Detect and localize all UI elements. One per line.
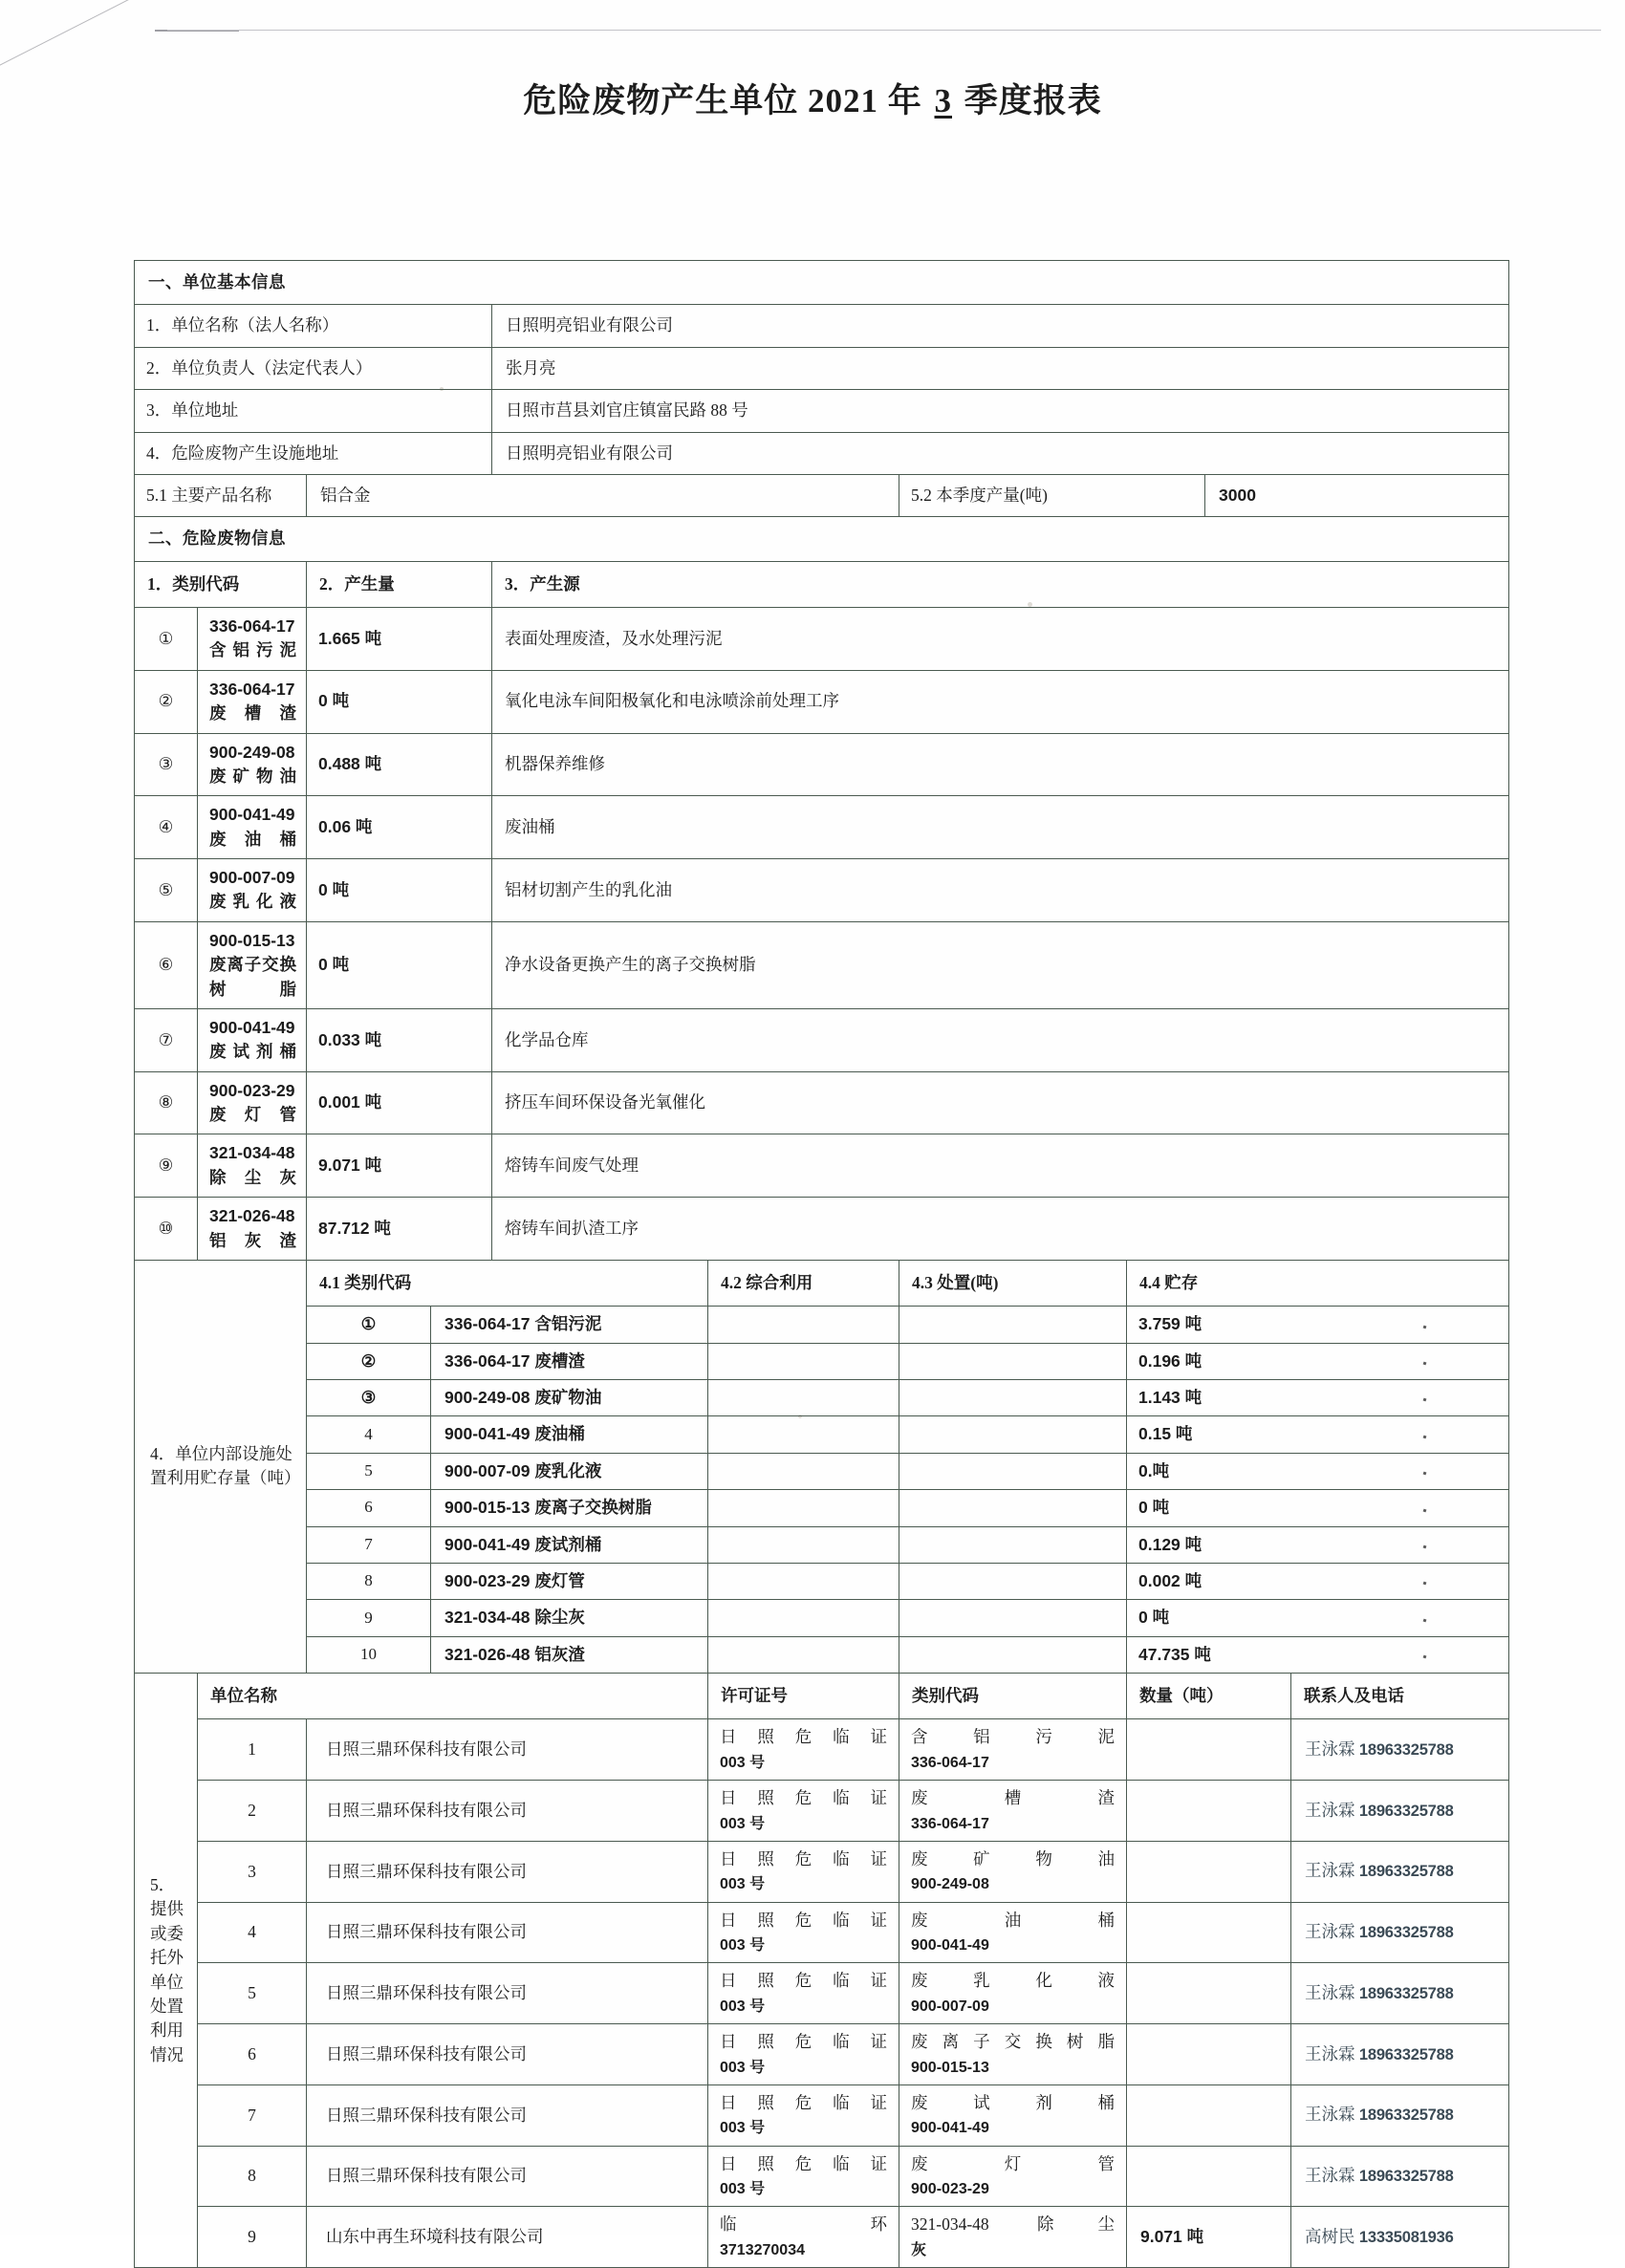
report-table <box>134 260 1509 2268</box>
section5-row-contact <box>1291 1963 1509 2024</box>
section4-row-name: 321-034-48 除尘灰 <box>431 1600 708 1636</box>
waste-row-index: ① <box>135 608 198 671</box>
section5-row-company: 日照三鼎环保科技有限公司 <box>307 1719 708 1781</box>
category-line-1: 废灯管 <box>911 2153 1115 2173</box>
section5-row-license <box>708 2146 899 2207</box>
license-line-1: 日照危临证 <box>720 1910 887 1930</box>
section5-row <box>135 1781 1509 1842</box>
section4-row-name: 900-007-09 废乳化液 <box>431 1453 708 1489</box>
section4-store-value: 0.129 吨 <box>1138 1534 1202 1554</box>
license-line-1: 日照危临证 <box>720 1788 887 1808</box>
info-row <box>135 305 1509 347</box>
section4-row-name: 321-026-48 铝灰渣 <box>431 1636 708 1673</box>
license-line-1: 日照危临证 <box>720 1727 887 1747</box>
waste-row-amount: 0.488 吨 <box>307 733 492 796</box>
contact-phone: 13335081936 <box>1358 2228 1454 2246</box>
section4-row-index: 9 <box>307 1600 431 1636</box>
waste-row <box>135 921 1509 1008</box>
col-header-s4-dispose: 4.3 处置(吨) <box>899 1260 1127 1306</box>
col-header-s5-company: 单位名称 <box>198 1674 708 1719</box>
section5-row-company: 日照三鼎环保科技有限公司 <box>307 2084 708 2146</box>
waste-row-code: 321-026-48 铝灰渣 <box>198 1198 307 1261</box>
section4-row-recycle <box>708 1563 899 1599</box>
section4-row-dispose <box>899 1453 1127 1489</box>
col-header-amount: 2．产生量 <box>307 561 492 607</box>
waste-row-code: 900-023-29 废灯管 <box>198 1071 307 1134</box>
waste-row-amount: 0 吨 <box>307 921 492 1008</box>
category-line-2: 灰 <box>911 2241 927 2258</box>
waste-row-source: 表面处理废渣，及水处理污泥 <box>492 608 1509 671</box>
category-line-1: 废油桶 <box>911 1910 1115 1930</box>
section4-row-store <box>1127 1563 1509 1599</box>
contact-name: 王泳霖 <box>1305 1739 1355 1759</box>
section5-row-index: 8 <box>198 2146 307 2207</box>
waste-row-code: 900-249-08 废矿物油 <box>198 733 307 796</box>
section4-row-dispose <box>899 1416 1127 1453</box>
handwritten-tick-mark <box>1423 1618 1427 1622</box>
col-header-code: 1．类别代码 <box>135 561 307 607</box>
section5-row-category <box>899 1963 1127 2024</box>
section5-row <box>135 2207 1509 2268</box>
section5-row-contact <box>1291 1902 1509 1963</box>
waste-row-amount: 1.665 吨 <box>307 608 492 671</box>
section5-row-contact <box>1291 1781 1509 1842</box>
col-header-s4-code: 4.1 类别代码 <box>307 1260 708 1306</box>
col-header-source: 3．产生源 <box>492 561 1509 607</box>
col-header-s5-license: 许可证号 <box>708 1674 899 1719</box>
section1-heading-row <box>135 261 1509 305</box>
title-part-2: 季度报表 <box>964 82 1102 119</box>
waste-row-amount: 0.06 吨 <box>307 796 492 859</box>
product-name-value: 铝合金 <box>307 474 899 516</box>
waste-row-code: 900-007-09 废乳化液 <box>198 859 307 922</box>
section5-row-qty <box>1127 2084 1291 2146</box>
category-line-1: 含铝污泥 <box>911 1727 1115 1747</box>
waste-row-amount: 0 吨 <box>307 670 492 733</box>
col-header-s4-recycle: 4.2 综合利用 <box>708 1260 899 1306</box>
section5-row <box>135 2146 1509 2207</box>
category-line-1: 废乳化液 <box>911 1971 1115 1991</box>
handwritten-tick-mark <box>1423 1325 1427 1328</box>
license-line-1: 日照危临证 <box>720 2032 887 2052</box>
license-line-2: 003 号 <box>720 2181 766 2197</box>
section5-row-qty <box>1127 2024 1291 2085</box>
waste-row-source: 化学品仓库 <box>492 1008 1509 1071</box>
contact-name: 王泳霖 <box>1305 2043 1355 2063</box>
section5-row-license <box>708 1963 899 2024</box>
waste-row <box>135 859 1509 922</box>
category-line-2: 336-064-17 <box>911 1754 989 1771</box>
section4-row <box>135 1636 1509 1673</box>
section4-row-store <box>1127 1453 1509 1489</box>
license-line-1: 日照危临证 <box>720 2153 887 2173</box>
waste-row-index: ③ <box>135 733 198 796</box>
title-quarter: 3 <box>934 82 952 119</box>
category-line-2: 336-064-17 <box>911 1815 989 1832</box>
section5-row-contact <box>1291 1841 1509 1902</box>
category-line-2: 900-041-49 <box>911 1937 989 1954</box>
contact-name: 王泳霖 <box>1305 1982 1355 2002</box>
category-line-2: 900-007-09 <box>911 1998 989 2015</box>
section4-row-dispose <box>899 1380 1127 1416</box>
section5-row-category <box>899 2084 1127 2146</box>
section5-row-index: 2 <box>198 1781 307 1842</box>
section5-row-license <box>708 2084 899 2146</box>
quarter-output-label: 5.2 本季度产量(吨) <box>899 474 1205 516</box>
section4-row-dispose <box>899 1636 1127 1673</box>
waste-row-index: ⑦ <box>135 1008 198 1071</box>
section2-heading-row <box>135 517 1509 561</box>
license-line-2: 003 号 <box>720 1815 766 1832</box>
section4-row-index: 7 <box>307 1526 431 1563</box>
info-value: 日照明亮铝业有限公司 <box>492 305 1509 347</box>
waste-row-source: 机器保养维修 <box>492 733 1509 796</box>
section5-row-qty: 9.071 吨 <box>1127 2207 1291 2268</box>
section4-row-index: ① <box>307 1307 431 1343</box>
section5-row-qty <box>1127 1781 1291 1842</box>
section4-row-index: 10 <box>307 1636 431 1673</box>
license-line-1: 日照危临证 <box>720 1971 887 1991</box>
section5-row-company: 日照三鼎环保科技有限公司 <box>307 2146 708 2207</box>
section5-row-index: 3 <box>198 1841 307 1902</box>
section4-row-recycle <box>708 1526 899 1563</box>
section4-row-dispose <box>899 1343 1127 1379</box>
section5-row-category <box>899 2207 1127 2268</box>
section5-row-index: 1 <box>198 1719 307 1781</box>
waste-row-amount: 87.712 吨 <box>307 1198 492 1261</box>
category-line-2: 900-249-08 <box>911 1876 989 1893</box>
info-row <box>135 347 1509 389</box>
section4-row-store <box>1127 1490 1509 1526</box>
section5-row-category <box>899 1841 1127 1902</box>
category-line-1: 321-034-48 除尘 <box>911 2214 1115 2235</box>
license-line-2: 3713270034 <box>720 2241 805 2258</box>
section5-row <box>135 1719 1509 1781</box>
category-line-2: 900-041-49 <box>911 2120 989 2137</box>
section5-row-index: 5 <box>198 1963 307 2024</box>
section4-row-store <box>1127 1416 1509 1453</box>
section4-row-store <box>1127 1600 1509 1636</box>
waste-row <box>135 608 1509 671</box>
license-line-1: 临环 <box>720 2214 887 2235</box>
section5-row-contact <box>1291 2146 1509 2207</box>
section5-row-index: 4 <box>198 1902 307 1963</box>
section4-row-recycle <box>708 1490 899 1526</box>
license-line-2: 003 号 <box>720 2059 766 2076</box>
section5-row-company: 山东中再生环境科技有限公司 <box>307 2207 708 2268</box>
section4-row <box>135 1416 1509 1453</box>
section5-row-contact <box>1291 2024 1509 2085</box>
section4-row-store <box>1127 1343 1509 1379</box>
section4-row-index: 4 <box>307 1416 431 1453</box>
waste-row <box>135 1198 1509 1261</box>
category-line-1: 废试剂桶 <box>911 2092 1115 2112</box>
section5-row-company: 日照三鼎环保科技有限公司 <box>307 1902 708 1963</box>
section5-row-company: 日照三鼎环保科技有限公司 <box>307 1841 708 1902</box>
license-line-2: 003 号 <box>720 1937 766 1954</box>
section5-row-license <box>708 2024 899 2085</box>
section4-row-store <box>1127 1526 1509 1563</box>
waste-row-index: ⑧ <box>135 1071 198 1134</box>
waste-row-amount: 0 吨 <box>307 859 492 922</box>
section5-row-index: 9 <box>198 2207 307 2268</box>
handwritten-tick-mark <box>1423 1362 1427 1366</box>
info-label: 4．危险废物产生设施地址 <box>135 432 492 474</box>
section4-store-value: 0.吨 <box>1138 1460 1170 1480</box>
license-line-2: 003 号 <box>720 1876 766 1893</box>
section4-row-index: ② <box>307 1343 431 1379</box>
section1-heading: 一、单位基本信息 <box>135 261 1509 305</box>
handwritten-tick-mark <box>1423 1435 1427 1438</box>
section2-heading: 二、危险废物信息 <box>135 517 1509 561</box>
section5-row-index: 7 <box>198 2084 307 2146</box>
category-line-2: 900-015-13 <box>911 2059 989 2076</box>
license-line-2: 003 号 <box>720 1998 766 2015</box>
contact-phone: 18963325788 <box>1358 1802 1454 1820</box>
waste-row-code: 336-064-17 含铝污泥 <box>198 608 307 671</box>
page-title <box>0 75 1625 122</box>
waste-row-index: ② <box>135 670 198 733</box>
section5-row-contact <box>1291 2207 1509 2268</box>
waste-row-code: 900-041-49 废试剂桶 <box>198 1008 307 1071</box>
section4-row-store <box>1127 1307 1509 1343</box>
handwritten-tick-mark <box>1423 1472 1427 1476</box>
section4-store-value: 0.196 吨 <box>1138 1350 1202 1371</box>
section4-store-value: 1.143 吨 <box>1138 1388 1202 1407</box>
quarter-output-value: 3000 <box>1205 474 1509 516</box>
license-line-2: 003 号 <box>720 1754 766 1771</box>
license-line-2: 003 号 <box>720 2120 766 2137</box>
section4-row <box>135 1307 1509 1343</box>
handwritten-tick-mark <box>1423 1544 1427 1548</box>
section5-row-license <box>708 1902 899 1963</box>
section4-row-dispose <box>899 1600 1127 1636</box>
section4-store-value: 47.735 吨 <box>1138 1644 1211 1664</box>
category-line-1: 废矿物油 <box>911 1848 1115 1868</box>
section5-row-license <box>708 2207 899 2268</box>
section4-store-value: 0 吨 <box>1138 1608 1170 1628</box>
handwritten-tick-mark <box>1423 1508 1427 1512</box>
section5-row-index: 6 <box>198 2024 307 2085</box>
section4-row <box>135 1380 1509 1416</box>
info-label: 2．单位负责人（法定代表人） <box>135 347 492 389</box>
section4-row-name: 900-023-29 废灯管 <box>431 1563 708 1599</box>
contact-name: 王泳霖 <box>1305 1861 1355 1881</box>
section4-row <box>135 1526 1509 1563</box>
section4-row <box>135 1600 1509 1636</box>
section5-row <box>135 1963 1509 2024</box>
section4-row-index: 5 <box>307 1453 431 1489</box>
contact-phone: 18963325788 <box>1358 2168 1454 2186</box>
section4-row <box>135 1343 1509 1379</box>
info-row <box>135 432 1509 474</box>
section4-row-dispose <box>899 1563 1127 1599</box>
section5-row-license <box>708 1719 899 1781</box>
section5-row-qty <box>1127 1841 1291 1902</box>
section5-row-company: 日照三鼎环保科技有限公司 <box>307 2024 708 2085</box>
section5-row <box>135 2024 1509 2085</box>
section5-row-qty <box>1127 1719 1291 1781</box>
contact-phone: 18963325788 <box>1358 2045 1454 2063</box>
waste-row <box>135 733 1509 796</box>
category-line-1: 废离子交换树脂 <box>911 2032 1115 2052</box>
contact-phone: 18963325788 <box>1358 2106 1454 2125</box>
section5-row <box>135 1841 1509 1902</box>
section4-row-name: 900-041-49 废油桶 <box>431 1416 708 1453</box>
info-value: 日照市莒县刘官庄镇富民路 88 号 <box>492 390 1509 432</box>
section4-row-name: 900-041-49 废试剂桶 <box>431 1526 708 1563</box>
handwritten-tick-mark <box>1423 1398 1427 1402</box>
contact-name: 王泳霖 <box>1305 1800 1355 1820</box>
section5-header-row <box>135 1674 1509 1719</box>
section4-row-recycle <box>708 1307 899 1343</box>
section4-store-value: 0.15 吨 <box>1138 1424 1193 1444</box>
waste-row-source: 铝材切割产生的乳化油 <box>492 859 1509 922</box>
info-value: 张月亮 <box>492 347 1509 389</box>
section4-store-value: 3.759 吨 <box>1138 1314 1202 1334</box>
section4-row-dispose <box>899 1307 1127 1343</box>
section5-row-contact <box>1291 1719 1509 1781</box>
section4-row-name: 336-064-17 废槽渣 <box>431 1343 708 1379</box>
section4-row-recycle <box>708 1636 899 1673</box>
waste-row-code: 900-041-49 废油桶 <box>198 796 307 859</box>
handwritten-tick-mark <box>1423 1582 1427 1586</box>
section5-row-company: 日照三鼎环保科技有限公司 <box>307 1963 708 2024</box>
waste-row-amount: 9.071 吨 <box>307 1134 492 1198</box>
info-row <box>135 390 1509 432</box>
waste-row-source: 挤压车间环保设备光氧催化 <box>492 1071 1509 1134</box>
waste-table-header-row <box>135 561 1509 607</box>
license-line-1: 日照危临证 <box>720 1848 887 1868</box>
section4-row-name: 900-249-08 废矿物油 <box>431 1380 708 1416</box>
section4-row-index: ③ <box>307 1380 431 1416</box>
section5-label: 5．提供或委托外单位处置利用情况 <box>135 1674 198 2268</box>
product-output-row <box>135 474 1509 516</box>
waste-row <box>135 796 1509 859</box>
waste-row-code: 336-064-17 废槽渣 <box>198 670 307 733</box>
section4-row <box>135 1490 1509 1526</box>
waste-row-code: 900-015-13 废离子交换树脂 <box>198 921 307 1008</box>
product-name-label: 5.1 主要产品名称 <box>135 474 307 516</box>
license-line-1: 日照危临证 <box>720 2092 887 2112</box>
waste-row-amount: 0.001 吨 <box>307 1071 492 1134</box>
section4-row-name: 336-064-17 含铝污泥 <box>431 1307 708 1343</box>
scan-top-edge-line <box>167 30 1601 31</box>
section5-row-qty <box>1127 1963 1291 2024</box>
contact-phone: 18963325788 <box>1358 1984 1454 2002</box>
contact-phone: 18963325788 <box>1358 1863 1454 1881</box>
section4-store-value: 0.002 吨 <box>1138 1570 1202 1590</box>
section5-row-category <box>899 2146 1127 2207</box>
waste-row-source: 净水设备更换产生的离子交换树脂 <box>492 921 1509 1008</box>
section4-row-recycle <box>708 1600 899 1636</box>
section4-row-name: 900-015-13 废离子交换树脂 <box>431 1490 708 1526</box>
section5-row-category <box>899 1719 1127 1781</box>
section4-row-recycle <box>708 1380 899 1416</box>
waste-row-index: ⑤ <box>135 859 198 922</box>
category-line-1: 废槽渣 <box>911 1788 1115 1808</box>
section4-label: 4．单位内部设施处置利用贮存量（吨） <box>135 1260 307 1673</box>
waste-row-index: ⑨ <box>135 1134 198 1198</box>
info-label: 1．单位名称（法人名称） <box>135 305 492 347</box>
section5-row-category <box>899 2024 1127 2085</box>
section4-store-value: 0 吨 <box>1138 1498 1170 1518</box>
section5-row-license <box>708 1841 899 1902</box>
section4-row-store <box>1127 1380 1509 1416</box>
section5-row <box>135 2084 1509 2146</box>
section5-row-license <box>708 1781 899 1842</box>
section4-row-index: 8 <box>307 1563 431 1599</box>
section5-row-contact <box>1291 2084 1509 2146</box>
info-label: 3．单位地址 <box>135 390 492 432</box>
handwritten-tick-mark <box>1423 1655 1427 1659</box>
waste-row <box>135 1008 1509 1071</box>
col-header-s5-contact: 联系人及电话 <box>1291 1674 1509 1719</box>
contact-name: 王泳霖 <box>1305 2166 1355 2186</box>
section4-row-recycle <box>708 1343 899 1379</box>
col-header-s5-code: 类别代码 <box>899 1674 1127 1719</box>
title-part-1: 危险废物产生单位 2021 年 <box>523 82 922 119</box>
section4-row-store <box>1127 1636 1509 1673</box>
waste-row-index: ④ <box>135 796 198 859</box>
section4-header-row <box>135 1260 1509 1306</box>
section4-row-index: 6 <box>307 1490 431 1526</box>
section4-row-dispose <box>899 1490 1127 1526</box>
section4-row-recycle <box>708 1453 899 1489</box>
waste-row <box>135 670 1509 733</box>
waste-row-index: ⑩ <box>135 1198 198 1261</box>
waste-row-source: 废油桶 <box>492 796 1509 859</box>
section4-row-dispose <box>899 1526 1127 1563</box>
contact-phone: 18963325788 <box>1358 1740 1454 1759</box>
waste-row <box>135 1071 1509 1134</box>
contact-phone: 18963325788 <box>1358 1924 1454 1942</box>
waste-row-source: 熔铸车间扒渣工序 <box>492 1198 1509 1261</box>
section5-row-qty <box>1127 1902 1291 1963</box>
section5-row-company: 日照三鼎环保科技有限公司 <box>307 1781 708 1842</box>
section4-row <box>135 1563 1509 1599</box>
col-header-s4-store: 4.4 贮存 <box>1127 1260 1509 1306</box>
category-line-2: 900-023-29 <box>911 2181 989 2197</box>
waste-row-source: 氧化电泳车间阳极氧化和电泳喷涂前处理工序 <box>492 670 1509 733</box>
col-header-s5-qty: 数量（吨） <box>1127 1674 1291 1719</box>
report-table-body <box>135 261 1509 2268</box>
contact-name: 高树民 <box>1305 2226 1355 2246</box>
contact-name: 王泳霖 <box>1305 2105 1355 2125</box>
waste-row-source: 熔铸车间废气处理 <box>492 1134 1509 1198</box>
section4-row <box>135 1453 1509 1489</box>
section4-row-recycle <box>708 1416 899 1453</box>
waste-row-index: ⑥ <box>135 921 198 1008</box>
section5-row-category <box>899 1902 1127 1963</box>
waste-row-code: 321-034-48 除尘灰 <box>198 1134 307 1198</box>
waste-row-amount: 0.033 吨 <box>307 1008 492 1071</box>
section5-row-category <box>899 1781 1127 1842</box>
info-value: 日照明亮铝业有限公司 <box>492 432 1509 474</box>
section5-row <box>135 1902 1509 1963</box>
waste-row <box>135 1134 1509 1198</box>
section5-row-qty <box>1127 2146 1291 2207</box>
contact-name: 王泳霖 <box>1305 1922 1355 1942</box>
